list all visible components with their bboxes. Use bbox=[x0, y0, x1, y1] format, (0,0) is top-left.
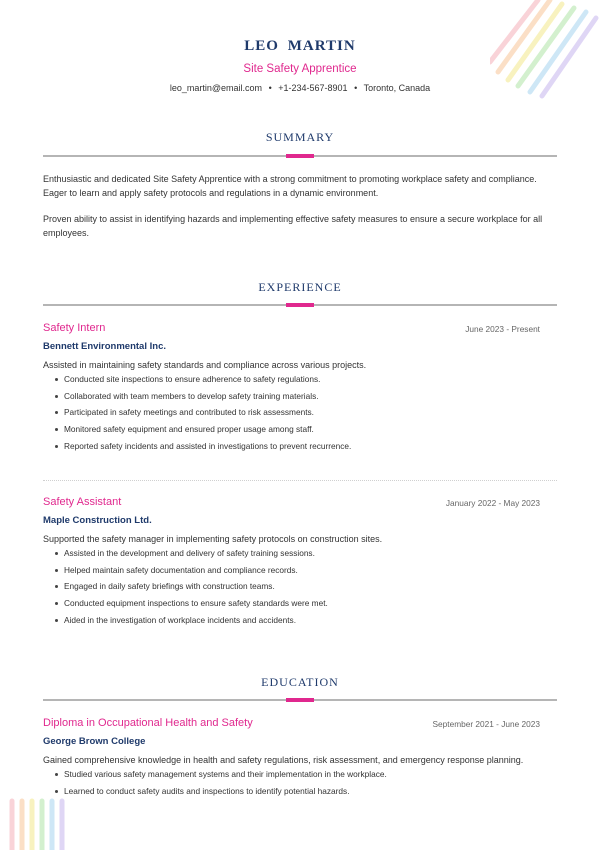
contact-line bbox=[0, 83, 600, 93]
candidate-title: Site Safety Apprentice bbox=[243, 63, 357, 75]
rule-accent bbox=[286, 303, 314, 307]
bullet-text: Assisted in the development and delivery of safety training sessions. bbox=[64, 548, 315, 558]
bullet-text: Conducted site inspections to ensure adherence to safety regulations. bbox=[64, 374, 321, 384]
resume-header bbox=[0, 38, 600, 93]
company-name: Bennett Environmental Inc. bbox=[43, 341, 166, 352]
bullet-text: Aided in the investigation of workplace incidents and accidents. bbox=[64, 614, 296, 625]
bullet-text: Reported safety incidents and assisted in investigations to prevent recurrence. bbox=[64, 440, 352, 451]
bullet-icon bbox=[55, 445, 58, 448]
section-rule bbox=[43, 304, 557, 306]
job-dates: June 2023 - Present bbox=[465, 324, 540, 334]
email[interactable]: leo_martin@email.com bbox=[169, 83, 263, 93]
entry-header bbox=[43, 496, 543, 512]
entry-header bbox=[43, 717, 543, 733]
entry-header bbox=[43, 322, 543, 338]
bullet-text: Collaborated with team members to develop safety training materials. bbox=[64, 390, 319, 401]
bullet-icon bbox=[55, 602, 58, 605]
rule-accent bbox=[286, 698, 314, 702]
location: Toronto, Canada bbox=[363, 83, 431, 93]
company-name: Maple Construction Ltd. bbox=[43, 515, 152, 526]
candidate-name: LEO MARTIN bbox=[244, 38, 356, 54]
job-title: Safety Assistant bbox=[43, 496, 122, 508]
section-rule bbox=[43, 699, 557, 701]
list-item bbox=[53, 438, 543, 455]
bullet-text: Studied various safety management systems and their implementation in the workplace. bbox=[64, 769, 387, 779]
job-dates: January 2022 - May 2023 bbox=[445, 498, 540, 508]
bullet-text: Conducted equipment inspections to ensure safety standards were met. bbox=[64, 598, 328, 609]
experience-entry bbox=[43, 322, 543, 455]
entry-divider bbox=[43, 480, 557, 481]
bullet-icon bbox=[55, 773, 58, 776]
bullet-icon bbox=[55, 569, 58, 572]
list-item bbox=[53, 421, 543, 438]
school-name: George Brown College bbox=[43, 736, 146, 747]
bullet-icon bbox=[55, 428, 58, 431]
decorative-stripes-bottom-left bbox=[0, 795, 80, 850]
bullet-text: Learned to conduct safety audits and inspections to identify potential hazards. bbox=[64, 785, 350, 796]
bullet-icon bbox=[55, 790, 58, 793]
bullet-text: Monitored safety equipment and ensured proper usage among staff. bbox=[64, 424, 314, 435]
education-bullets bbox=[53, 766, 543, 799]
list-item bbox=[53, 371, 543, 388]
education-heading: EDUCATION bbox=[261, 675, 339, 689]
bullet-icon bbox=[55, 395, 58, 398]
phone[interactable]: +1-234-567-8901 bbox=[278, 83, 348, 93]
bullet-icon bbox=[55, 619, 58, 622]
list-item bbox=[53, 562, 543, 579]
education-description: Gained comprehensive knowledge in health and safety regulations, risk assessment, and emergency response planning. bbox=[43, 755, 524, 765]
experience-heading: EXPERIENCE bbox=[258, 280, 342, 294]
bullet-text: Helped maintain safety documentation and compliance records. bbox=[64, 564, 298, 575]
list-item bbox=[53, 595, 543, 612]
job-bullets bbox=[53, 545, 543, 629]
summary-heading: SUMMARY bbox=[265, 130, 335, 144]
separator: • bbox=[268, 83, 272, 93]
bullet-icon bbox=[55, 552, 58, 555]
bullet-icon bbox=[55, 585, 58, 588]
list-item bbox=[53, 783, 543, 800]
bullet-icon bbox=[55, 378, 58, 381]
education-entry bbox=[43, 717, 543, 799]
section-rule bbox=[43, 155, 557, 157]
list-item bbox=[53, 388, 543, 405]
summary-paragraph: Enthusiastic and dedicated Site Safety Apprentice with a strong commitment to promoting workplace safety and compliance. Eager to learn and apply safety protocols and regulations in a dynamic environment. bbox=[43, 174, 537, 198]
job-description: Supported the safety manager in implementing safety protocols on construction sites. bbox=[43, 534, 383, 544]
degree-title: Diploma in Occupational Health and Safety bbox=[43, 717, 253, 729]
list-item bbox=[53, 612, 543, 629]
job-title: Safety Intern bbox=[43, 322, 106, 334]
list-item bbox=[53, 404, 543, 421]
summary-paragraph: Proven ability to assist in identifying hazards and implementing effective safety measures to ensure a secure workplace for all employees. bbox=[43, 214, 543, 238]
list-item bbox=[53, 766, 543, 783]
bullet-icon bbox=[55, 411, 58, 414]
list-item bbox=[53, 578, 543, 595]
separator: • bbox=[354, 83, 358, 93]
bullet-text: Participated in safety meetings and contributed to risk assessments. bbox=[64, 407, 314, 418]
list-item bbox=[53, 545, 543, 562]
bullet-text: Engaged in daily safety briefings with construction teams. bbox=[64, 581, 275, 592]
experience-entry bbox=[43, 496, 543, 629]
rule-accent bbox=[286, 154, 314, 158]
job-description: Assisted in maintaining safety standards and compliance across various projects. bbox=[43, 360, 367, 370]
job-bullets bbox=[53, 371, 543, 455]
education-dates: September 2021 - June 2023 bbox=[432, 719, 540, 729]
